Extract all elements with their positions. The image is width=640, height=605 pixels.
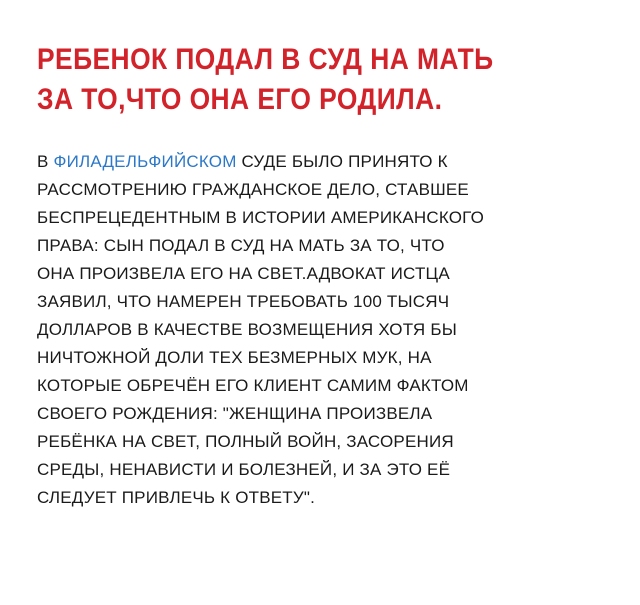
- body-line-1: [37, 148, 637, 176]
- body-line-2: РАССМОТРЕНИЮ ГРАЖДАНСКОЕ ДЕЛО, СТАВШЕЕ: [37, 180, 469, 199]
- body-line-13: СЛЕДУЕТ ПРИВЛЕЧЬ К ОТВЕТУ".: [37, 488, 316, 507]
- body-line-1-prefix: В: [37, 152, 54, 171]
- body-line-4: ПРАВА: СЫН ПОДАЛ В СУД НА МАТЬ ЗА ТО, ЧТО: [37, 236, 445, 255]
- body-line-7: ДОЛЛАРОВ В КАЧЕСТВЕ ВОЗМЕЩЕНИЯ ХОТЯ БЫ: [37, 320, 457, 339]
- article-body: [37, 148, 637, 512]
- body-line-5: ОНА ПРОИЗВЕЛА ЕГО НА СВЕТ.АДВОКАТ ИСТЦА: [37, 264, 450, 283]
- philadelphia-link[interactable]: ФИЛАДЕЛЬФИЙСКОМ: [53, 152, 237, 171]
- headline-line-2: ЗА ТО,ЧТО ОНА ЕГО РОДИЛА.: [37, 83, 443, 116]
- body-line-11: РЕБЁНКА НА СВЕТ, ПОЛНЫЙ ВОЙН, ЗАСОРЕНИЯ: [37, 432, 454, 451]
- article-headline: [37, 40, 547, 120]
- body-line-10: СВОЕГО РОЖДЕНИЯ: "ЖЕНЩИНА ПРОИЗВЕЛА: [37, 404, 433, 423]
- headline-line-1: РЕБЕНОК ПОДАЛ В СУД НА МАТЬ: [37, 43, 494, 76]
- body-line-6: ЗАЯВИЛ, ЧТО НАМЕРЕН ТРЕБОВАТЬ 100 ТЫСЯЧ: [37, 292, 450, 311]
- body-line-9: КОТОРЫЕ ОБРЕЧЁН ЕГО КЛИЕНТ САМИМ ФАКТОМ: [37, 376, 469, 395]
- body-line-1-rest: СУДЕ БЫЛО ПРИНЯТО К: [236, 152, 448, 171]
- body-line-3: БЕСПРЕЦЕДЕНТНЫМ В ИСТОРИИ АМЕРИКАНСКОГО: [37, 208, 485, 227]
- body-line-12: СРЕДЫ, НЕНАВИСТИ И БОЛЕЗНЕЙ, И ЗА ЭТО ЕЁ: [37, 460, 451, 479]
- body-line-8: НИЧТОЖНОЙ ДОЛИ ТЕХ БЕЗМЕРНЫХ МУК, НА: [37, 348, 432, 367]
